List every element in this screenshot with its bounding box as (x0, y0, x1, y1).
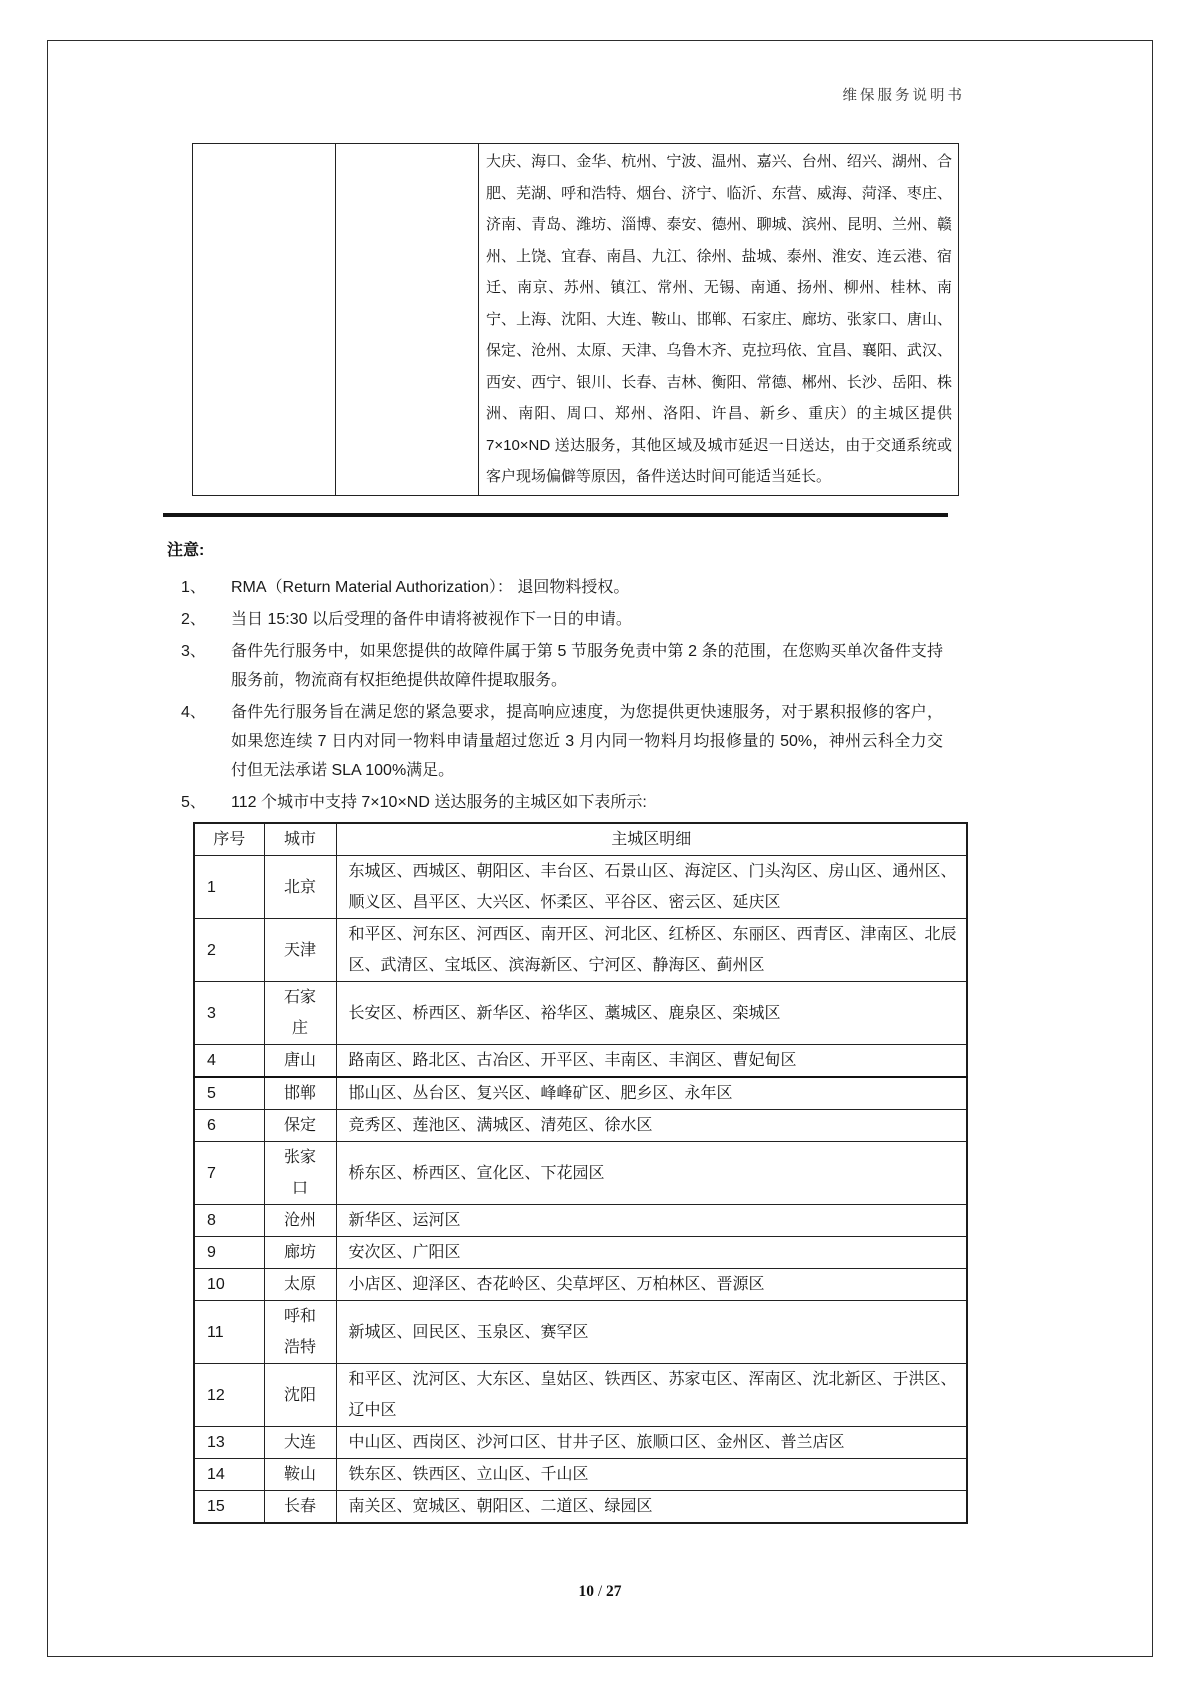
city-name: 长春 (264, 1491, 336, 1524)
row-index: 10 (194, 1269, 264, 1301)
city-row-4 (194, 1045, 967, 1078)
city-row-12 (194, 1364, 967, 1427)
district-list: 铁东区、铁西区、立山区、千山区 (336, 1459, 967, 1491)
note-number: 3、 (181, 643, 206, 660)
row-index: 8 (194, 1205, 264, 1237)
city-row-10 (194, 1269, 967, 1301)
note-text: 112 个城市中支持 7×10×ND 送达服务的主城区如下表所示: (231, 794, 647, 811)
footer-separator: / (597, 1583, 603, 1600)
city-name: 大连 (264, 1427, 336, 1459)
city-name: 廊坊 (264, 1237, 336, 1269)
row-index: 3 (194, 982, 264, 1045)
note-text: 备件先行服务旨在满足您的紧急要求，提高响应速度，为您提供更快速服务，对于累积报修的客户，如果您连续 7 日内对同一物料申请量超过您近 3 月内同一物料月均报修量的 50%，神州云科全力交付但无法承诺 SLA 100%满足。 (231, 704, 943, 779)
district-list: 南关区、宽城区、朝阳区、二道区、绿园区 (336, 1491, 967, 1524)
note-item-4 (167, 698, 959, 785)
city-name: 呼和浩特 (264, 1301, 336, 1364)
city-row-15 (194, 1491, 967, 1524)
city-row-8 (194, 1205, 967, 1237)
row-index: 5 (194, 1077, 264, 1110)
city-name: 唐山 (264, 1045, 336, 1078)
district-list: 邯山区、丛台区、复兴区、峰峰矿区、肥乡区、永年区 (336, 1077, 967, 1110)
empty-label-cell-2 (336, 144, 479, 496)
notes-title: 注意: (167, 542, 205, 559)
row-index: 4 (194, 1045, 264, 1078)
city-row-3 (194, 982, 967, 1045)
row-index: 1 (194, 856, 264, 919)
city-districts-table (193, 822, 968, 1524)
empty-label-cell-1 (193, 144, 336, 496)
note-number: 4、 (181, 704, 206, 721)
row-index: 7 (194, 1142, 264, 1205)
city-name: 邯郸 (264, 1077, 336, 1110)
page-header-title: 维保服务说明书 (842, 88, 965, 104)
city-name: 张家口 (264, 1142, 336, 1205)
city-row-5 (194, 1077, 967, 1110)
header-district-detail: 主城区明细 (336, 823, 967, 856)
note-item-1 (167, 573, 959, 602)
city-row-11 (194, 1301, 967, 1364)
city-name: 太原 (264, 1269, 336, 1301)
district-list: 和平区、沈河区、大东区、皇姑区、铁西区、苏家屯区、浑南区、沈北新区、于洪区、辽中区 (336, 1364, 967, 1427)
city-row-13 (194, 1427, 967, 1459)
row-index: 2 (194, 919, 264, 982)
note-text: RMA（Return Material Authorization）： 退回物料授权。 (231, 579, 630, 596)
header-city: 城市 (264, 823, 336, 856)
city-row-6 (194, 1110, 967, 1142)
district-list: 新华区、运河区 (336, 1205, 967, 1237)
continuation-table-row (193, 144, 959, 496)
district-list: 桥东区、桥西区、宣化区、下花园区 (336, 1142, 967, 1205)
district-list: 中山区、西岗区、沙河口区、甘井子区、旅顺口区、金州区、普兰店区 (336, 1427, 967, 1459)
city-row-14 (194, 1459, 967, 1491)
district-list: 新城区、回民区、玉泉区、赛罕区 (336, 1301, 967, 1364)
city-table-header-row (194, 823, 967, 856)
notes-section (167, 536, 959, 820)
note-text: 备件先行服务中，如果您提供的故障件属于第 5 节服务免责中第 2 条的范围，在您购买单次备件支持服务前，物流商有权拒绝提供故障件提取服务。 (231, 643, 943, 689)
city-name: 保定 (264, 1110, 336, 1142)
district-list: 东城区、西城区、朝阳区、丰台区、石景山区、海淀区、门头沟区、房山区、通州区、顺义区、昌平区、大兴区、怀柔区、平谷区、密云区、延庆区 (336, 856, 967, 919)
city-name: 石家庄 (264, 982, 336, 1045)
row-index: 12 (194, 1364, 264, 1427)
city-row-7 (194, 1142, 967, 1205)
city-name: 天津 (264, 919, 336, 982)
row-index: 14 (194, 1459, 264, 1491)
notes-list (167, 573, 959, 817)
page-footer (0, 1583, 1200, 1601)
city-name: 沈阳 (264, 1364, 336, 1427)
note-item-3 (167, 637, 959, 695)
district-list: 路南区、路北区、古冶区、开平区、丰南区、丰润区、曹妃甸区 (336, 1045, 967, 1078)
row-index: 9 (194, 1237, 264, 1269)
district-list: 和平区、河东区、河西区、南开区、河北区、红桥区、东丽区、西青区、津南区、北辰区、武清区、宝坻区、滨海新区、宁河区、静海区、蓟州区 (336, 919, 967, 982)
footer-total-pages: 27 (606, 1583, 622, 1600)
note-text: 当日 15:30 以后受理的备件申请将被视作下一日的申请。 (231, 611, 632, 628)
delivery-cities-paragraph: 大庆、海口、金华、杭州、宁波、温州、嘉兴、台州、绍兴、湖州、合肥、芜湖、呼和浩特、烟台、济宁、临沂、东营、威海、菏泽、枣庄、济南、青岛、潍坊、淄博、泰安、德州、聊城、滨州、昆明、兰州、赣州、上饶、宜春、南昌、九江、徐州、盐城、泰州、淮安、连云港、宿迁、南京、苏州、镇江、常州、无锡、南通、扬州、柳州、桂林、南宁、上海、沈阳、大连、鞍山、邯郸、石家庄、廊坊、张家口、唐山、保定、沧州、太原、天津、乌鲁木齐、克拉玛依、宜昌、襄阳、武汉、西安、西宁、银川、长春、吉林、衡阳、常德、郴州、长沙、岳阳、株洲、南阳、周口、郑州、洛阳、许昌、新乡、重庆）的主城区提供 7×10×ND 送达服务，其他区域及城市延迟一日送达，由于交通系统或客户现场偏僻等原因，备件送达时间可能适当延长。 (479, 144, 959, 496)
row-index: 11 (194, 1301, 264, 1364)
continuation-table (192, 143, 959, 496)
row-index: 15 (194, 1491, 264, 1524)
note-item-5 (167, 788, 959, 817)
district-list: 长安区、桥西区、新华区、裕华区、藁城区、鹿泉区、栾城区 (336, 982, 967, 1045)
header-serial-number: 序号 (194, 823, 264, 856)
row-index: 13 (194, 1427, 264, 1459)
section-divider-rule (163, 513, 948, 517)
city-name: 沧州 (264, 1205, 336, 1237)
row-index: 6 (194, 1110, 264, 1142)
city-row-1 (194, 856, 967, 919)
city-name: 鞍山 (264, 1459, 336, 1491)
district-list: 竞秀区、莲池区、满城区、清苑区、徐水区 (336, 1110, 967, 1142)
note-number: 1、 (181, 579, 206, 596)
note-number: 5、 (181, 794, 206, 811)
city-name: 北京 (264, 856, 336, 919)
district-list: 安次区、广阳区 (336, 1237, 967, 1269)
city-row-2 (194, 919, 967, 982)
city-row-9 (194, 1237, 967, 1269)
footer-current-page: 10 (578, 1583, 594, 1600)
note-item-2 (167, 605, 959, 634)
note-number: 2、 (181, 611, 206, 628)
district-list: 小店区、迎泽区、杏花岭区、尖草坪区、万柏林区、晋源区 (336, 1269, 967, 1301)
